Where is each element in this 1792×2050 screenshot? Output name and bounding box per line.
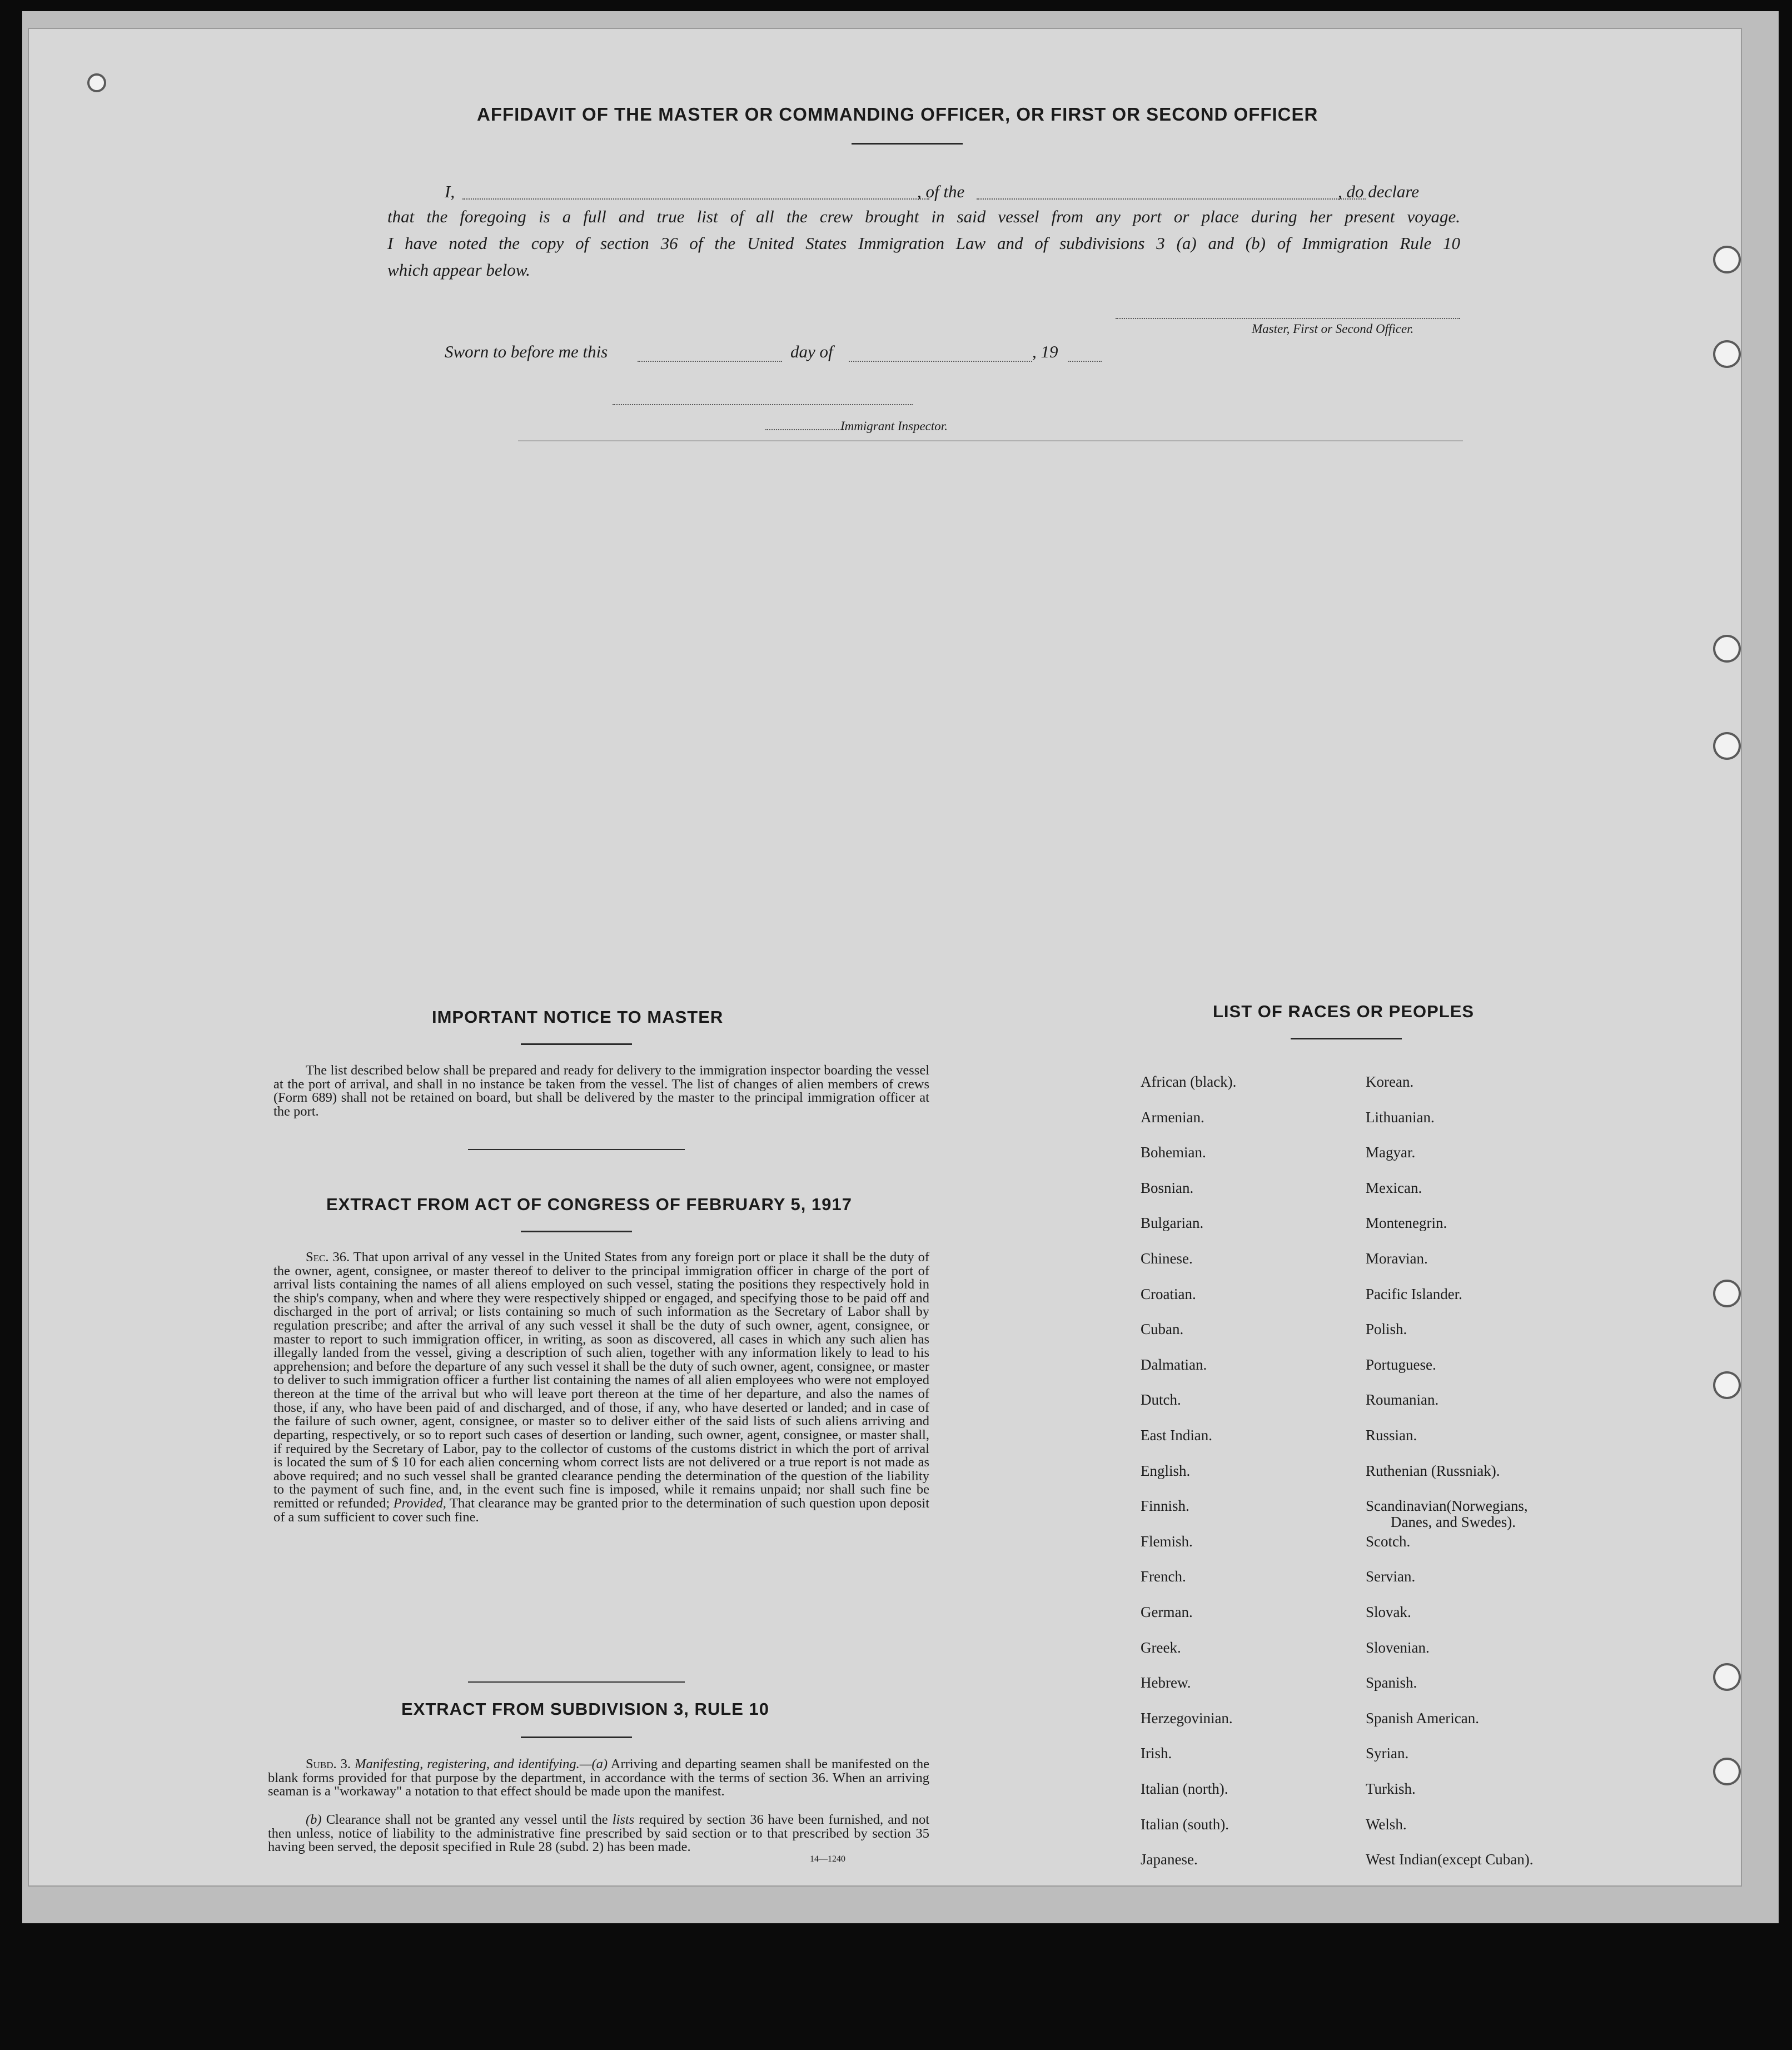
race-item: Syrian.: [1366, 1745, 1409, 1762]
divider: [521, 1231, 632, 1232]
sworn-prefix: Sworn to before me this: [445, 342, 608, 361]
race-item: Russian.: [1366, 1427, 1417, 1444]
inspector-line-1[interactable]: [613, 404, 913, 405]
affidavit-body-2: I have noted the copy of section 36 of the United States Immigration Law and of subdivisions 3 (a) and (b) of Immigration Rule 10: [387, 233, 1460, 253]
sworn-month-blank[interactable]: [849, 361, 1032, 362]
text-b-1: Clearance shall not be granted any vessel until the: [326, 1812, 608, 1827]
race-item: French.: [1141, 1568, 1186, 1585]
race-item: Portuguese.: [1366, 1356, 1436, 1373]
sworn-year-blank[interactable]: [1068, 361, 1102, 362]
provided-text: That clearance may be granted prior to the determination of such question upon deposit of a sum sufficient to cover such fine.: [273, 1495, 930, 1525]
sworn-year: , 19: [1032, 342, 1058, 361]
sec-label: Sec. 36.: [306, 1250, 350, 1265]
divider: [521, 1736, 632, 1738]
race-item: Dutch.: [1141, 1391, 1181, 1409]
subd-label: Subd. 3.: [306, 1757, 351, 1772]
affidavit-body-3: which appear below.: [387, 260, 530, 280]
race-item: Pacific Islander.: [1366, 1285, 1462, 1302]
document-page: [29, 29, 1741, 1885]
inspector-line-2[interactable]: [765, 429, 846, 430]
extract-rule-text-a: [268, 1758, 929, 1799]
extract-rule-text-b: [268, 1813, 929, 1854]
lists-word: lists: [612, 1812, 635, 1827]
race-item: Spanish.: [1366, 1674, 1417, 1691]
race-item: Spanish American.: [1366, 1709, 1479, 1726]
race-item: Servian.: [1366, 1568, 1416, 1585]
affidavit-i: I,: [445, 182, 455, 201]
race-item: African (black).: [1141, 1073, 1237, 1090]
divider: [521, 1043, 632, 1045]
race-item: Chinese.: [1141, 1250, 1193, 1267]
race-item: Italian (north).: [1141, 1780, 1228, 1797]
race-item: Herzegovinian.: [1141, 1709, 1233, 1726]
race-item: Ruthenian (Russniak).: [1366, 1462, 1500, 1479]
inspector-label: Immigrant Inspector.: [840, 419, 948, 433]
binder-hole: [1713, 732, 1741, 760]
race-item: German.: [1141, 1604, 1193, 1620]
sworn-day-of: day of: [790, 342, 833, 361]
extract-act-text: [273, 1251, 929, 1524]
race-item: Scandinavian(Norwegians,: [1366, 1497, 1528, 1515]
punch-mark: [87, 73, 106, 92]
sworn-day-blank[interactable]: [638, 361, 782, 362]
divider: [852, 143, 963, 145]
subd-title: Manifesting, registering, and identifying.—(a): [355, 1757, 608, 1772]
affidavit-declare: , do declare: [1338, 182, 1420, 201]
extract-act-title: EXTRACT FROM ACT OF CONGRESS OF FEBRUARY 5, 1917: [326, 1195, 852, 1214]
races-title: LIST OF RACES OR PEOPLES: [1213, 1002, 1475, 1021]
race-item: Slovak.: [1366, 1604, 1411, 1620]
affidavit-of-the: , of the: [917, 182, 965, 201]
race-item: Polish.: [1366, 1321, 1407, 1338]
signature-line[interactable]: [1116, 318, 1460, 319]
race-item: Flemish.: [1141, 1532, 1193, 1550]
race-item: East Indian.: [1141, 1427, 1212, 1444]
race-item-continuation: Danes, and Swedes).: [1391, 1514, 1516, 1531]
race-item: Irish.: [1141, 1745, 1172, 1762]
affidavit-title: AFFIDAVIT OF THE MASTER OR COMMANDING OFFICER, OR FIRST OR SECOND OFFICER: [477, 104, 1318, 125]
divider: [468, 1149, 685, 1150]
race-item: Korean.: [1366, 1073, 1414, 1090]
race-item: Armenian.: [1141, 1108, 1204, 1126]
binder-hole: [1713, 635, 1741, 663]
race-item: Scotch.: [1366, 1532, 1411, 1550]
race-item: Moravian.: [1366, 1250, 1428, 1267]
binder-hole: [1713, 1663, 1741, 1691]
notice-title: IMPORTANT NOTICE TO MASTER: [432, 1007, 724, 1027]
signature-label: Master, First or Second Officer.: [1252, 322, 1414, 336]
sec-text: That upon arrival of any vessel in the United States from any foreign port or place it shall be the duty of the owner, agent, consignee, or master thereof to deliver to the principal immigration officer in charge of the port of arrival lists containing the names of all aliens employed on such vessel, stating the positions they respectively hold in the ship's company, when and where they were respectively shipped or engaged, and specifying those to be paid off and discharged in the port of arrival; or lists containing so much of such information as the Secretary of Labor shall by regulation prescribe; and after the arrival of any such vessel it shall be the duty of such owner, agent, consignee, or master to report to such immigration officer, in writing, as soon as discovered, all cases in which any such alien has illegally landed from the vessel, giving a description of such alien, together with any information likely to lead to his apprehension; and before the departure of any such vessel it shall be the duty of such owner, agent, consignee, or master to deliver to such immigration officer a further list containing the names of all alien employees who were not employed thereon at the time of the arrival but who will leave port thereon at the time of her departure, and also the names of those, if any, who have been paid of and discharged, and of those, if any, who have deserted or landed; and in case of the failure of such owner, agent, consignee, or master so to deliver either of the said lists of such aliens arriving and departing, respectively, or so to report such cases of desertion or landing, such owner, agent, consignee, or master shall, if required by the Secretary of Labor, pay to the collector of customs of the customs district in which the port of arrival is located the sum of $ 10 for each alien concerning whom correct lists are not delivered or a true report is not made as above required; and no such vessel shall be granted clearance pending the determination of the question of the liability to the payment of such fine, and, in the event such fine is imposed, while it remains unpaid; nor shall such fine be remitted or refunded;: [273, 1250, 929, 1511]
binder-hole: [1713, 340, 1741, 368]
race-item: Cuban.: [1141, 1321, 1184, 1338]
binder-hole: [1713, 1758, 1741, 1785]
race-item: English.: [1141, 1462, 1191, 1479]
race-item: West Indian(except Cuban).: [1366, 1851, 1534, 1868]
race-item: Italian (south).: [1141, 1815, 1229, 1833]
affidavit-body-1: that the foregoing is a full and true list of all the crew brought in said vessel from any port or place during her present voyage.: [387, 207, 1460, 226]
race-item: Japanese.: [1141, 1851, 1198, 1868]
race-item: Bulgarian.: [1141, 1215, 1204, 1232]
race-item: Dalmatian.: [1141, 1356, 1207, 1373]
b-label: (b): [306, 1812, 322, 1827]
vessel-blank[interactable]: [977, 198, 1366, 200]
binder-hole: [1713, 246, 1741, 273]
binder-hole: [1713, 1280, 1741, 1307]
race-item: Turkish.: [1366, 1780, 1416, 1797]
race-item: Slovenian.: [1366, 1639, 1430, 1656]
notice-text: The list described below shall be prepared and ready for delivery to the immigration inspector boarding the vessel at the port of arrival, and shall in no instance be taken from the vessel. The list of changes of alien members of crews (Form 689) shall not be retained on board, but shall be delivered by the master to the principal immigration officer at the port.: [273, 1063, 929, 1119]
race-item: Bohemian.: [1141, 1144, 1206, 1161]
race-item: Roumanian.: [1366, 1391, 1439, 1409]
race-item: Finnish.: [1141, 1497, 1189, 1515]
race-item: Greek.: [1141, 1639, 1181, 1656]
race-item: Mexican.: [1366, 1179, 1422, 1196]
race-item: Montenegrin.: [1366, 1215, 1447, 1232]
text-b-2: required by section 36 have been furnished, and not then unless, notice of liability to the administrative fine prescribed by said section or to that prescribed by section 35 having been served, the deposit specified in Rule 28 (subd. 2) has been made.: [268, 1812, 930, 1854]
name-blank[interactable]: [462, 198, 929, 200]
fold-crease: [518, 440, 1463, 441]
provided-label: Provided,: [393, 1495, 446, 1511]
subd-text-a: Arriving and departing seamen shall be manifested on the blank forms provided for that purpose by the department, in accordance with the terms of section 36. When an arriving seaman is a "workaway" a notation to that effect should be made upon the manifest.: [268, 1757, 929, 1799]
race-item: Magyar.: [1366, 1144, 1416, 1161]
race-item: Croatian.: [1141, 1285, 1196, 1302]
divider: [1291, 1038, 1402, 1039]
race-item: Lithuanian.: [1366, 1108, 1435, 1126]
divider: [468, 1681, 685, 1683]
binder-hole: [1713, 1371, 1741, 1399]
form-number: 14—1240: [810, 1854, 845, 1864]
race-item: Bosnian.: [1141, 1179, 1194, 1196]
extract-rule-title: EXTRACT FROM SUBDIVISION 3, RULE 10: [401, 1699, 769, 1719]
race-item: Welsh.: [1366, 1815, 1407, 1833]
race-item: Hebrew.: [1141, 1674, 1191, 1691]
